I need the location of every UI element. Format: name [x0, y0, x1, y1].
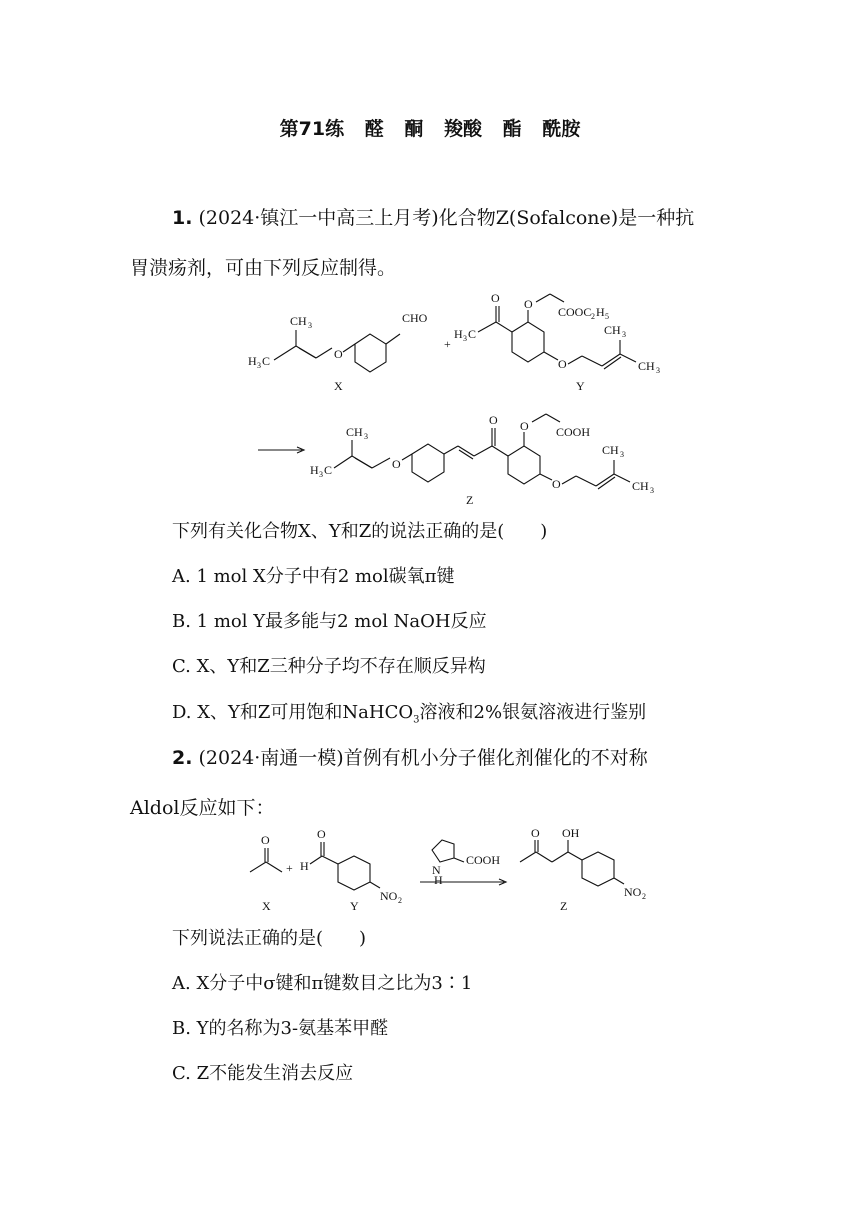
title-part-3: 酮: [404, 118, 424, 140]
q1-compound-z: [310, 413, 654, 507]
title-part-1: 第71练: [279, 118, 345, 140]
q2-y-no2-sub: 2: [398, 896, 402, 905]
q1-z-ch3-top: CH: [602, 443, 619, 457]
q2-z-no2-sub: 2: [642, 892, 646, 901]
q2-compound-y: [300, 827, 402, 913]
q2-cat-cooh: COOH: [466, 853, 501, 867]
q2-reaction-scheme: [240, 826, 660, 918]
q1-y-h5-sub: 5: [605, 312, 609, 321]
q2-stem: [130, 733, 730, 833]
q2-y-h: H: [300, 859, 309, 873]
title-part-6: 酰胺: [542, 118, 581, 140]
q1-option-d-sub: 3: [413, 714, 420, 726]
svg-text:C: C: [262, 354, 271, 368]
q2-option-b[interactable]: B. Y的名称为3-氨基苯甲醛: [172, 1018, 389, 1039]
q1-z-h3c-sub: 3: [319, 470, 323, 479]
q1-z-ch3: CH: [346, 425, 363, 439]
q1-z-label: Z: [466, 493, 474, 507]
q1-x-ch3-sub: 3: [308, 321, 312, 330]
q2-z-oh: OH: [562, 826, 580, 840]
q2-stem-line2: Aldol反应如下：: [130, 797, 275, 819]
q2-plus: +: [286, 861, 293, 875]
q1-option-d[interactable]: [172, 700, 646, 734]
q2-option-a[interactable]: A. X分子中σ键和π键数目之比为3∶1: [172, 973, 473, 994]
q1-y-ch3-right: CH: [638, 359, 655, 373]
svg-text:C: C: [324, 463, 333, 477]
q2-number: 2.: [172, 747, 193, 769]
q1-question: 下列有关化合物X、Y和Z的说法正确的是( ): [172, 521, 548, 542]
q2-option-c[interactable]: C. Z不能发生消去反应: [172, 1063, 354, 1084]
q1-option-b[interactable]: B. 1 mol Y最多能与2 mol NaOH反应: [172, 611, 487, 632]
q1-z-ch3-right-sub: 3: [650, 486, 654, 495]
q2-question: 下列说法正确的是( ): [172, 928, 367, 949]
q1-z-ch3-right: CH: [632, 479, 649, 493]
q1-option-d-prefix: D. X、Y和Z可用饱和NaHCO: [172, 702, 414, 723]
q1-y-ch3-top-sub: 3: [622, 330, 626, 339]
q1-x-ether-o: O: [334, 347, 343, 361]
q1-y-keto-o: O: [491, 291, 500, 305]
q2-stem-line1: (2024·南通一模)首例有机小分子催化剂催化的不对称: [198, 747, 648, 769]
q1-y-o: O: [524, 297, 533, 311]
q1-x-h3c: H: [248, 354, 257, 368]
q2-x-o: O: [261, 833, 270, 847]
svg-text:H: H: [596, 305, 605, 319]
q2-z-label: Z: [560, 899, 568, 913]
q2-catalyst-proline: [432, 840, 500, 887]
q1-option-c[interactable]: C. X、Y和Z三种分子均不存在顺反异构: [172, 656, 486, 677]
q1-x-cho: CHO: [402, 311, 428, 325]
q2-z-o: O: [531, 826, 540, 840]
q1-x-label: X: [334, 379, 343, 393]
q1-reaction-scheme: [240, 290, 670, 510]
q1-stem: [130, 193, 730, 293]
q1-x-h3c-sub: 3: [257, 361, 261, 370]
q1-y-ch3-right-sub: 3: [656, 366, 660, 375]
q1-stem-line2: 胃溃疡剂，可由下列反应制得。: [130, 257, 397, 279]
title-part-4: 羧酸: [444, 118, 483, 140]
q1-x-ch3: CH: [290, 314, 307, 328]
q2-y-label: Y: [350, 899, 359, 913]
q1-compound-x: [248, 311, 428, 393]
q1-z-ch3-top-sub: 3: [620, 450, 624, 459]
q2-compound-x: [250, 833, 282, 913]
q1-y-h3c: H: [454, 327, 463, 341]
title-part-2: 醛: [364, 118, 384, 140]
q1-z-ether-o3: O: [552, 477, 561, 491]
q1-y-c2-sub: 2: [591, 312, 595, 321]
q1-y-label: Y: [576, 379, 585, 393]
q1-z-cooh: COOH: [556, 425, 591, 439]
q1-y-cooc2h5: COOC: [558, 305, 592, 319]
q1-option-a[interactable]: A. 1 mol X分子中有2 mol碳氧π键: [172, 566, 455, 587]
q1-z-o2: O: [520, 419, 529, 433]
q1-y-ether-o: O: [558, 357, 567, 371]
svg-text:C: C: [468, 327, 477, 341]
q2-x-label: X: [262, 899, 271, 913]
q1-option-d-suffix: 溶液和2%银氨溶液进行鉴别: [419, 702, 647, 723]
q2-compound-z: [520, 826, 646, 913]
q1-plus: +: [444, 337, 451, 351]
q2-y-no2: NO: [380, 889, 398, 903]
q2-z-no2: NO: [624, 885, 642, 899]
title-part-5: 酯: [502, 118, 522, 140]
q2-y-o: O: [317, 827, 326, 841]
q1-z-keto-o: O: [489, 413, 498, 427]
q2-cat-n: N: [432, 863, 441, 877]
q1-stem-line1: (2024·镇江一中高三上月考)化合物Z(Sofalcone)是一种抗: [198, 207, 695, 229]
q1-z-h3c: H: [310, 463, 319, 477]
q1-z-ch3-sub: 3: [364, 432, 368, 441]
q1-z-ether-o1: O: [392, 457, 401, 471]
q1-number: 1.: [172, 207, 193, 229]
q1-y-ch3-top: CH: [604, 323, 621, 337]
q2-cat-h: H: [434, 873, 443, 887]
q1-compound-y: [454, 291, 660, 393]
page-title: [0, 114, 860, 141]
q1-y-h3c-sub: 3: [463, 334, 467, 343]
